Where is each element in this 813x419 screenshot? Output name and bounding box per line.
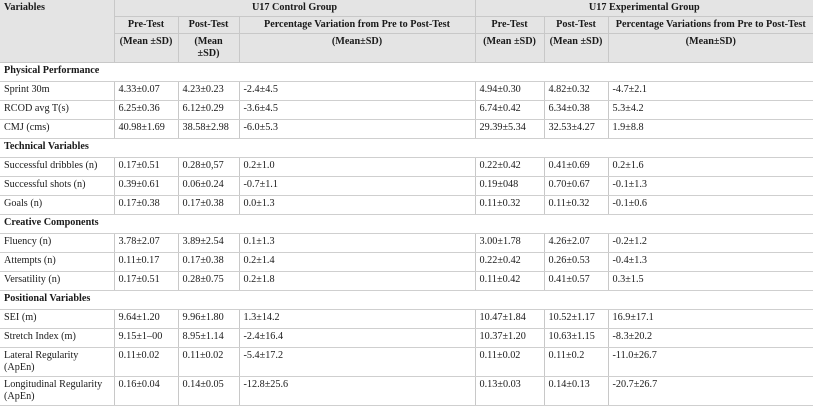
control-post-value: 0.17±0.38 (178, 253, 239, 272)
variable-name-cell: SEI (m) (0, 310, 114, 329)
experimental-post-value: 10.52±1.17 (544, 310, 608, 329)
experimental-pre-value: 0.19±048 (475, 177, 544, 196)
control-pre-value: 9.64±1.20 (114, 310, 178, 329)
header-row-stats (0, 34, 813, 63)
variable-name-cell: Versatility (n) (0, 272, 114, 291)
control-post-value: 0.06±0.24 (178, 177, 239, 196)
control-post-test-header: Post-Test (178, 17, 239, 34)
control-post-value: 8.95±1.14 (178, 329, 239, 348)
control-pre-value: 9.15±1–00 (114, 329, 178, 348)
experimental-pre-value: 0.13±0.03 (475, 377, 544, 406)
table-row (0, 234, 813, 253)
control-post-value: 3.89±2.54 (178, 234, 239, 253)
experimental-pct-value: 16.9±17.1 (608, 310, 813, 329)
control-group-header: U17 Control Group (114, 0, 475, 17)
table-row (0, 348, 813, 377)
control-pre-value: 4.33±0.07 (114, 82, 178, 101)
stat-label-cell: (Mean ±SD) (475, 34, 544, 63)
experimental-pre-test-header: Pre-Test (475, 17, 544, 34)
variable-name-cell: Fluency (n) (0, 234, 114, 253)
section-header-row (0, 291, 813, 310)
section-header-row (0, 63, 813, 82)
variable-name-cell: Lateral Regularity (ApEn) (0, 348, 114, 377)
stat-label-cell: (Mean±SD) (608, 34, 813, 63)
control-pct-header: Percentage Variation from Pre to Post-Test (239, 17, 475, 34)
table-row (0, 377, 813, 406)
experimental-post-value: 6.34±0.38 (544, 101, 608, 120)
table-row (0, 253, 813, 272)
stat-label-cell: (Mean ±SD) (178, 34, 239, 63)
control-pct-value: 0.1±1.3 (239, 234, 475, 253)
experimental-pct-value: 0.3±1.5 (608, 272, 813, 291)
control-pct-value: -5.4±17.2 (239, 348, 475, 377)
experimental-post-test-header: Post-Test (544, 17, 608, 34)
header-row-tests (0, 17, 813, 34)
experimental-pre-value: 10.47±1.84 (475, 310, 544, 329)
control-pct-value: -2.4±4.5 (239, 82, 475, 101)
experimental-pct-value: -20.7±26.7 (608, 377, 813, 406)
variable-name-cell: RCOD avg T(s) (0, 101, 114, 120)
control-pct-value: -2.4±16.4 (239, 329, 475, 348)
experimental-pre-value: 0.11±0.32 (475, 196, 544, 215)
control-pre-value: 0.11±0.17 (114, 253, 178, 272)
section-title: Positional Variables (0, 291, 813, 310)
experimental-post-value: 4.82±0.32 (544, 82, 608, 101)
experimental-pct-value: 1.9±8.8 (608, 120, 813, 139)
experimental-pct-value: -0.1±0.6 (608, 196, 813, 215)
variable-name-cell: Goals (n) (0, 196, 114, 215)
control-pre-value: 6.25±0.36 (114, 101, 178, 120)
control-pct-value: -0.7±1.1 (239, 177, 475, 196)
experimental-post-value: 32.53±4.27 (544, 120, 608, 139)
control-post-value: 0.17±0.38 (178, 196, 239, 215)
variable-name-cell: Successful dribbles (n) (0, 158, 114, 177)
experimental-pre-value: 4.94±0.30 (475, 82, 544, 101)
experimental-pct-value: 0.2±1.6 (608, 158, 813, 177)
experimental-post-value: 0.11±0.32 (544, 196, 608, 215)
experimental-post-value: 0.41±0.69 (544, 158, 608, 177)
control-pre-value: 0.17±0.38 (114, 196, 178, 215)
experimental-post-value: 0.70±0.67 (544, 177, 608, 196)
experimental-pct-value: -11.0±26.7 (608, 348, 813, 377)
experimental-pct-value: -0.1±1.3 (608, 177, 813, 196)
section-header-row (0, 139, 813, 158)
stat-label-cell: (Mean ±SD) (114, 34, 178, 63)
control-pre-value: 0.16±0.04 (114, 377, 178, 406)
variable-name-cell: Successful shots (n) (0, 177, 114, 196)
experimental-pct-value: -0.2±1.2 (608, 234, 813, 253)
experimental-pre-value: 6.74±0.42 (475, 101, 544, 120)
table-row (0, 120, 813, 139)
section-title: Technical Variables (0, 139, 813, 158)
control-post-value: 9.96±1.80 (178, 310, 239, 329)
control-pre-value: 3.78±2.07 (114, 234, 178, 253)
control-pre-value: 40.98±1.69 (114, 120, 178, 139)
table-row (0, 310, 813, 329)
control-pct-value: 0.0±1.3 (239, 196, 475, 215)
experimental-pre-value: 0.11±0.02 (475, 348, 544, 377)
variable-name-cell: Sprint 30m (0, 82, 114, 101)
table-row (0, 82, 813, 101)
control-post-value: 6.12±0.29 (178, 101, 239, 120)
control-pre-value: 0.17±0.51 (114, 272, 178, 291)
section-title: Physical Performance (0, 63, 813, 82)
control-post-value: 38.58±2.98 (178, 120, 239, 139)
control-pct-value: 0.2±1.8 (239, 272, 475, 291)
experimental-post-value: 0.14±0.13 (544, 377, 608, 406)
control-post-value: 0.11±0.02 (178, 348, 239, 377)
variable-name-cell: Stretch Index (m) (0, 329, 114, 348)
control-post-value: 0.14±0.05 (178, 377, 239, 406)
variables-header: Variables (0, 0, 114, 63)
experimental-pre-value: 0.22±0.42 (475, 253, 544, 272)
variable-name-cell: Attempts (n) (0, 253, 114, 272)
section-title: Creative Components (0, 215, 813, 234)
control-pct-value: 0.2±1.0 (239, 158, 475, 177)
control-pct-value: -12.8±25.6 (239, 377, 475, 406)
control-pct-value: 0.2±1.4 (239, 253, 475, 272)
variable-name-cell: Longitudinal Regularity (ApEn) (0, 377, 114, 406)
control-pct-value: -6.0±5.3 (239, 120, 475, 139)
table-row (0, 196, 813, 215)
experimental-pct-value: -4.7±2.1 (608, 82, 813, 101)
control-post-value: 4.23±0.23 (178, 82, 239, 101)
table-row (0, 101, 813, 120)
experimental-pct-value: -0.4±1.3 (608, 253, 813, 272)
experimental-post-value: 4.26±2.07 (544, 234, 608, 253)
control-pct-value: 1.3±14.2 (239, 310, 475, 329)
table-row (0, 272, 813, 291)
variable-name-cell: CMJ (cms) (0, 120, 114, 139)
experimental-pct-value: -8.3±20.2 (608, 329, 813, 348)
header-row-groups (0, 0, 813, 17)
table-row (0, 158, 813, 177)
experimental-post-value: 0.41±0.57 (544, 272, 608, 291)
control-pct-value: -3.6±4.5 (239, 101, 475, 120)
experimental-post-value: 10.63±1.15 (544, 329, 608, 348)
table-row (0, 329, 813, 348)
experimental-pre-value: 0.22±0.42 (475, 158, 544, 177)
experimental-pct-value: 5.3±4.2 (608, 101, 813, 120)
control-pre-test-header: Pre-Test (114, 17, 178, 34)
stat-label-cell: (Mean ±SD) (544, 34, 608, 63)
experimental-pre-value: 0.11±0.42 (475, 272, 544, 291)
control-pre-value: 0.17±0.51 (114, 158, 178, 177)
control-post-value: 0.28±0,57 (178, 158, 239, 177)
table-row (0, 177, 813, 196)
experimental-group-header: U17 Experimental Group (475, 0, 813, 17)
experimental-post-value: 0.11±0.2 (544, 348, 608, 377)
experimental-pre-value: 10.37±1.20 (475, 329, 544, 348)
experimental-post-value: 0.26±0.53 (544, 253, 608, 272)
control-post-value: 0.28±0.75 (178, 272, 239, 291)
experimental-pre-value: 3.00±1.78 (475, 234, 544, 253)
stat-label-cell: (Mean±SD) (239, 34, 475, 63)
control-pre-value: 0.11±0.02 (114, 348, 178, 377)
experimental-pre-value: 29.39±5.34 (475, 120, 544, 139)
control-pre-value: 0.39±0.61 (114, 177, 178, 196)
experimental-pct-header: Percentage Variations from Pre to Post-Test (608, 17, 813, 34)
section-header-row (0, 215, 813, 234)
